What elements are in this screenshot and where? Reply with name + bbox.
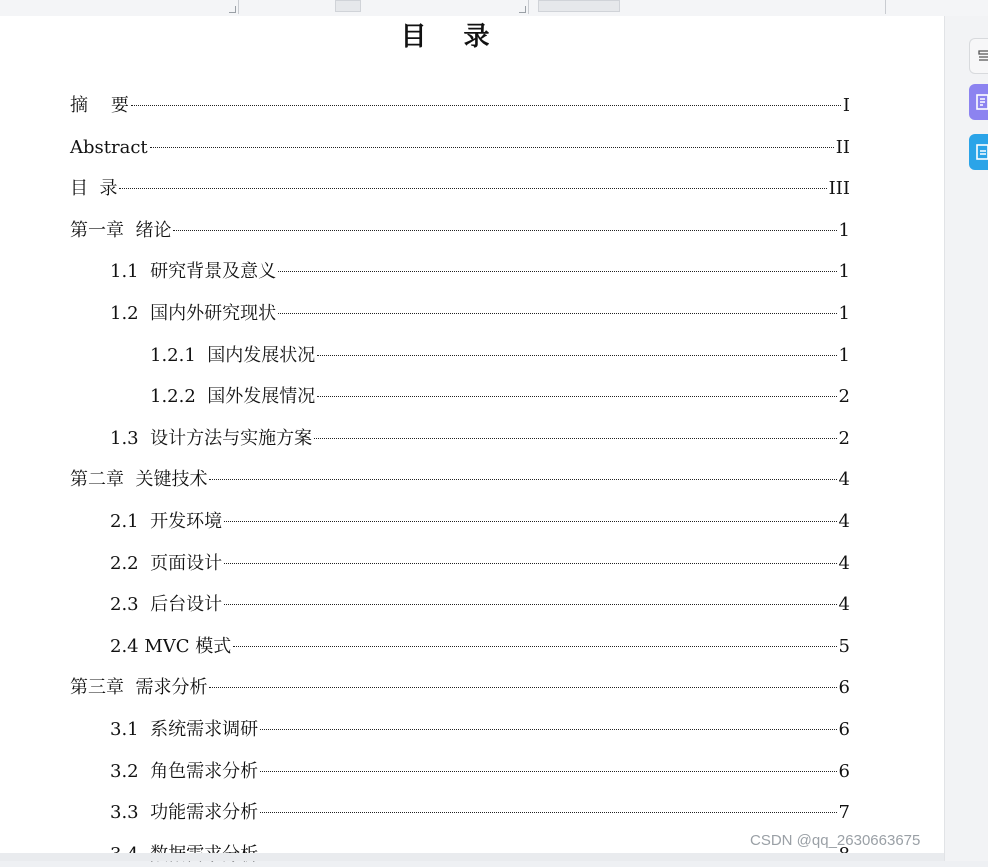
toc-entry-title: 1.1 研究背景及意义 xyxy=(110,261,277,283)
toc-entry[interactable] xyxy=(110,510,850,534)
toc-entry-page: 4 xyxy=(838,552,850,574)
toc-entry[interactable] xyxy=(110,552,850,576)
share-button[interactable] xyxy=(969,38,988,74)
toc-dot-leader xyxy=(224,563,836,564)
toc-entry[interactable] xyxy=(70,136,850,160)
document-button[interactable] xyxy=(969,84,988,120)
toc-entry-title: 目 录 xyxy=(70,178,118,200)
toc-dot-leader xyxy=(278,271,836,272)
toc-entry-title: 2.2 页面设计 xyxy=(110,552,223,574)
toc-entry-page: 1 xyxy=(838,344,850,366)
toc-entry-page: III xyxy=(828,178,850,200)
toc-entry-title: 3.3 功能需求分析 xyxy=(110,802,259,824)
toc-entry-title: 2.1 开发环境 xyxy=(110,511,223,532)
toc-dot-leader xyxy=(224,521,836,522)
document-icon xyxy=(975,93,988,111)
toc-entry[interactable] xyxy=(110,302,850,326)
edit-icon xyxy=(975,143,988,161)
toc-entry[interactable] xyxy=(110,760,850,784)
toc-entry-page: 2 xyxy=(838,427,850,449)
toc-dot-leader xyxy=(173,230,836,231)
document-page xyxy=(0,16,944,861)
toc-entry-page: 6 xyxy=(838,677,850,699)
toc-entry-page: 1 xyxy=(838,261,850,283)
toc-dot-leader xyxy=(260,729,836,730)
toc-entry-page: 2 xyxy=(838,386,850,408)
toc-entry[interactable] xyxy=(110,635,850,659)
toc-dot-leader xyxy=(233,646,836,647)
toc-dot-leader xyxy=(314,438,836,439)
toc-entry-title: 摘 要 xyxy=(70,95,129,116)
share-icon xyxy=(976,48,988,64)
toc-entry[interactable] xyxy=(150,344,850,368)
toc-entry-title: 第二章 关键技术 xyxy=(70,469,208,491)
toc-entry[interactable] xyxy=(110,427,850,451)
ruler-corner-icon xyxy=(229,6,236,13)
toc-dot-leader xyxy=(119,188,826,189)
toc-entry-page: 5 xyxy=(838,635,850,657)
page-bottom-strip xyxy=(0,853,944,861)
toc-entry-page: 4 xyxy=(838,469,850,491)
toc-entry[interactable] xyxy=(110,718,850,742)
toc-dot-leader xyxy=(131,105,841,106)
toc-entry[interactable] xyxy=(70,468,850,492)
toc-entry-title: Abstract xyxy=(70,136,148,158)
toc-entry-title: 1.3 设计方法与实施方案 xyxy=(110,427,313,449)
toc-entry[interactable] xyxy=(70,177,850,201)
toc-entry-page: 6 xyxy=(838,719,850,740)
toc-dot-leader xyxy=(317,355,836,356)
toc-entry[interactable] xyxy=(70,94,850,118)
toc-entry-title: 1.2 国内外研究现状 xyxy=(110,303,277,324)
toc-dot-leader xyxy=(209,479,836,480)
toc-entry-title: 2.4 MVC 模式 xyxy=(110,635,232,657)
toc-entry-page: 6 xyxy=(838,760,850,782)
toc-entry-title: 2.3 后台设计 xyxy=(110,594,223,616)
toc-entry-page: 7 xyxy=(838,802,850,824)
toc-dot-leader xyxy=(224,604,836,605)
ruler-segment xyxy=(0,0,239,14)
toc-dot-leader xyxy=(317,396,836,397)
watermark: CSDN @qq_2630663675 xyxy=(750,832,921,849)
toc-entry-page: 1 xyxy=(838,303,850,324)
ruler-segment xyxy=(530,0,886,14)
ruler-segment xyxy=(240,0,529,14)
ruler-corner-icon xyxy=(519,6,526,13)
toc-title: 目 录 xyxy=(400,22,504,52)
toc-entry-title: 3.2 角色需求分析 xyxy=(110,760,259,782)
toc-dot-leader xyxy=(150,147,834,148)
toc-entry-page: I xyxy=(842,95,850,116)
toc-entry-title: 1.2.1 国内发展状况 xyxy=(150,344,316,366)
toc-entry-page: 4 xyxy=(838,594,850,616)
toc-dot-leader xyxy=(260,771,836,772)
toc-entry-page: II xyxy=(835,136,850,158)
toc-dot-leader xyxy=(260,812,836,813)
toc-entry-title: 第一章 绪论 xyxy=(70,219,172,241)
toc-entry-page: 4 xyxy=(838,511,850,532)
toc-entry-title: 第三章 需求分析 xyxy=(70,677,208,699)
toc-entry[interactable] xyxy=(150,385,850,409)
toc-entry[interactable] xyxy=(110,801,850,825)
toc-entry-title: 3.1 系统需求调研 xyxy=(110,719,259,740)
toc-entry[interactable] xyxy=(70,676,850,700)
toc-dot-leader xyxy=(209,687,836,688)
toc-entry[interactable] xyxy=(70,219,850,243)
right-sidebar xyxy=(944,16,988,861)
toc-entry[interactable] xyxy=(110,593,850,617)
toc-entry-title: 1.2.2 国外发展情况 xyxy=(150,386,316,408)
top-toolbar xyxy=(0,0,988,17)
edit-button[interactable] xyxy=(969,134,988,170)
toc-entry[interactable] xyxy=(110,260,850,284)
toc-entry-page: 1 xyxy=(838,219,850,241)
toc-dot-leader xyxy=(278,313,836,314)
